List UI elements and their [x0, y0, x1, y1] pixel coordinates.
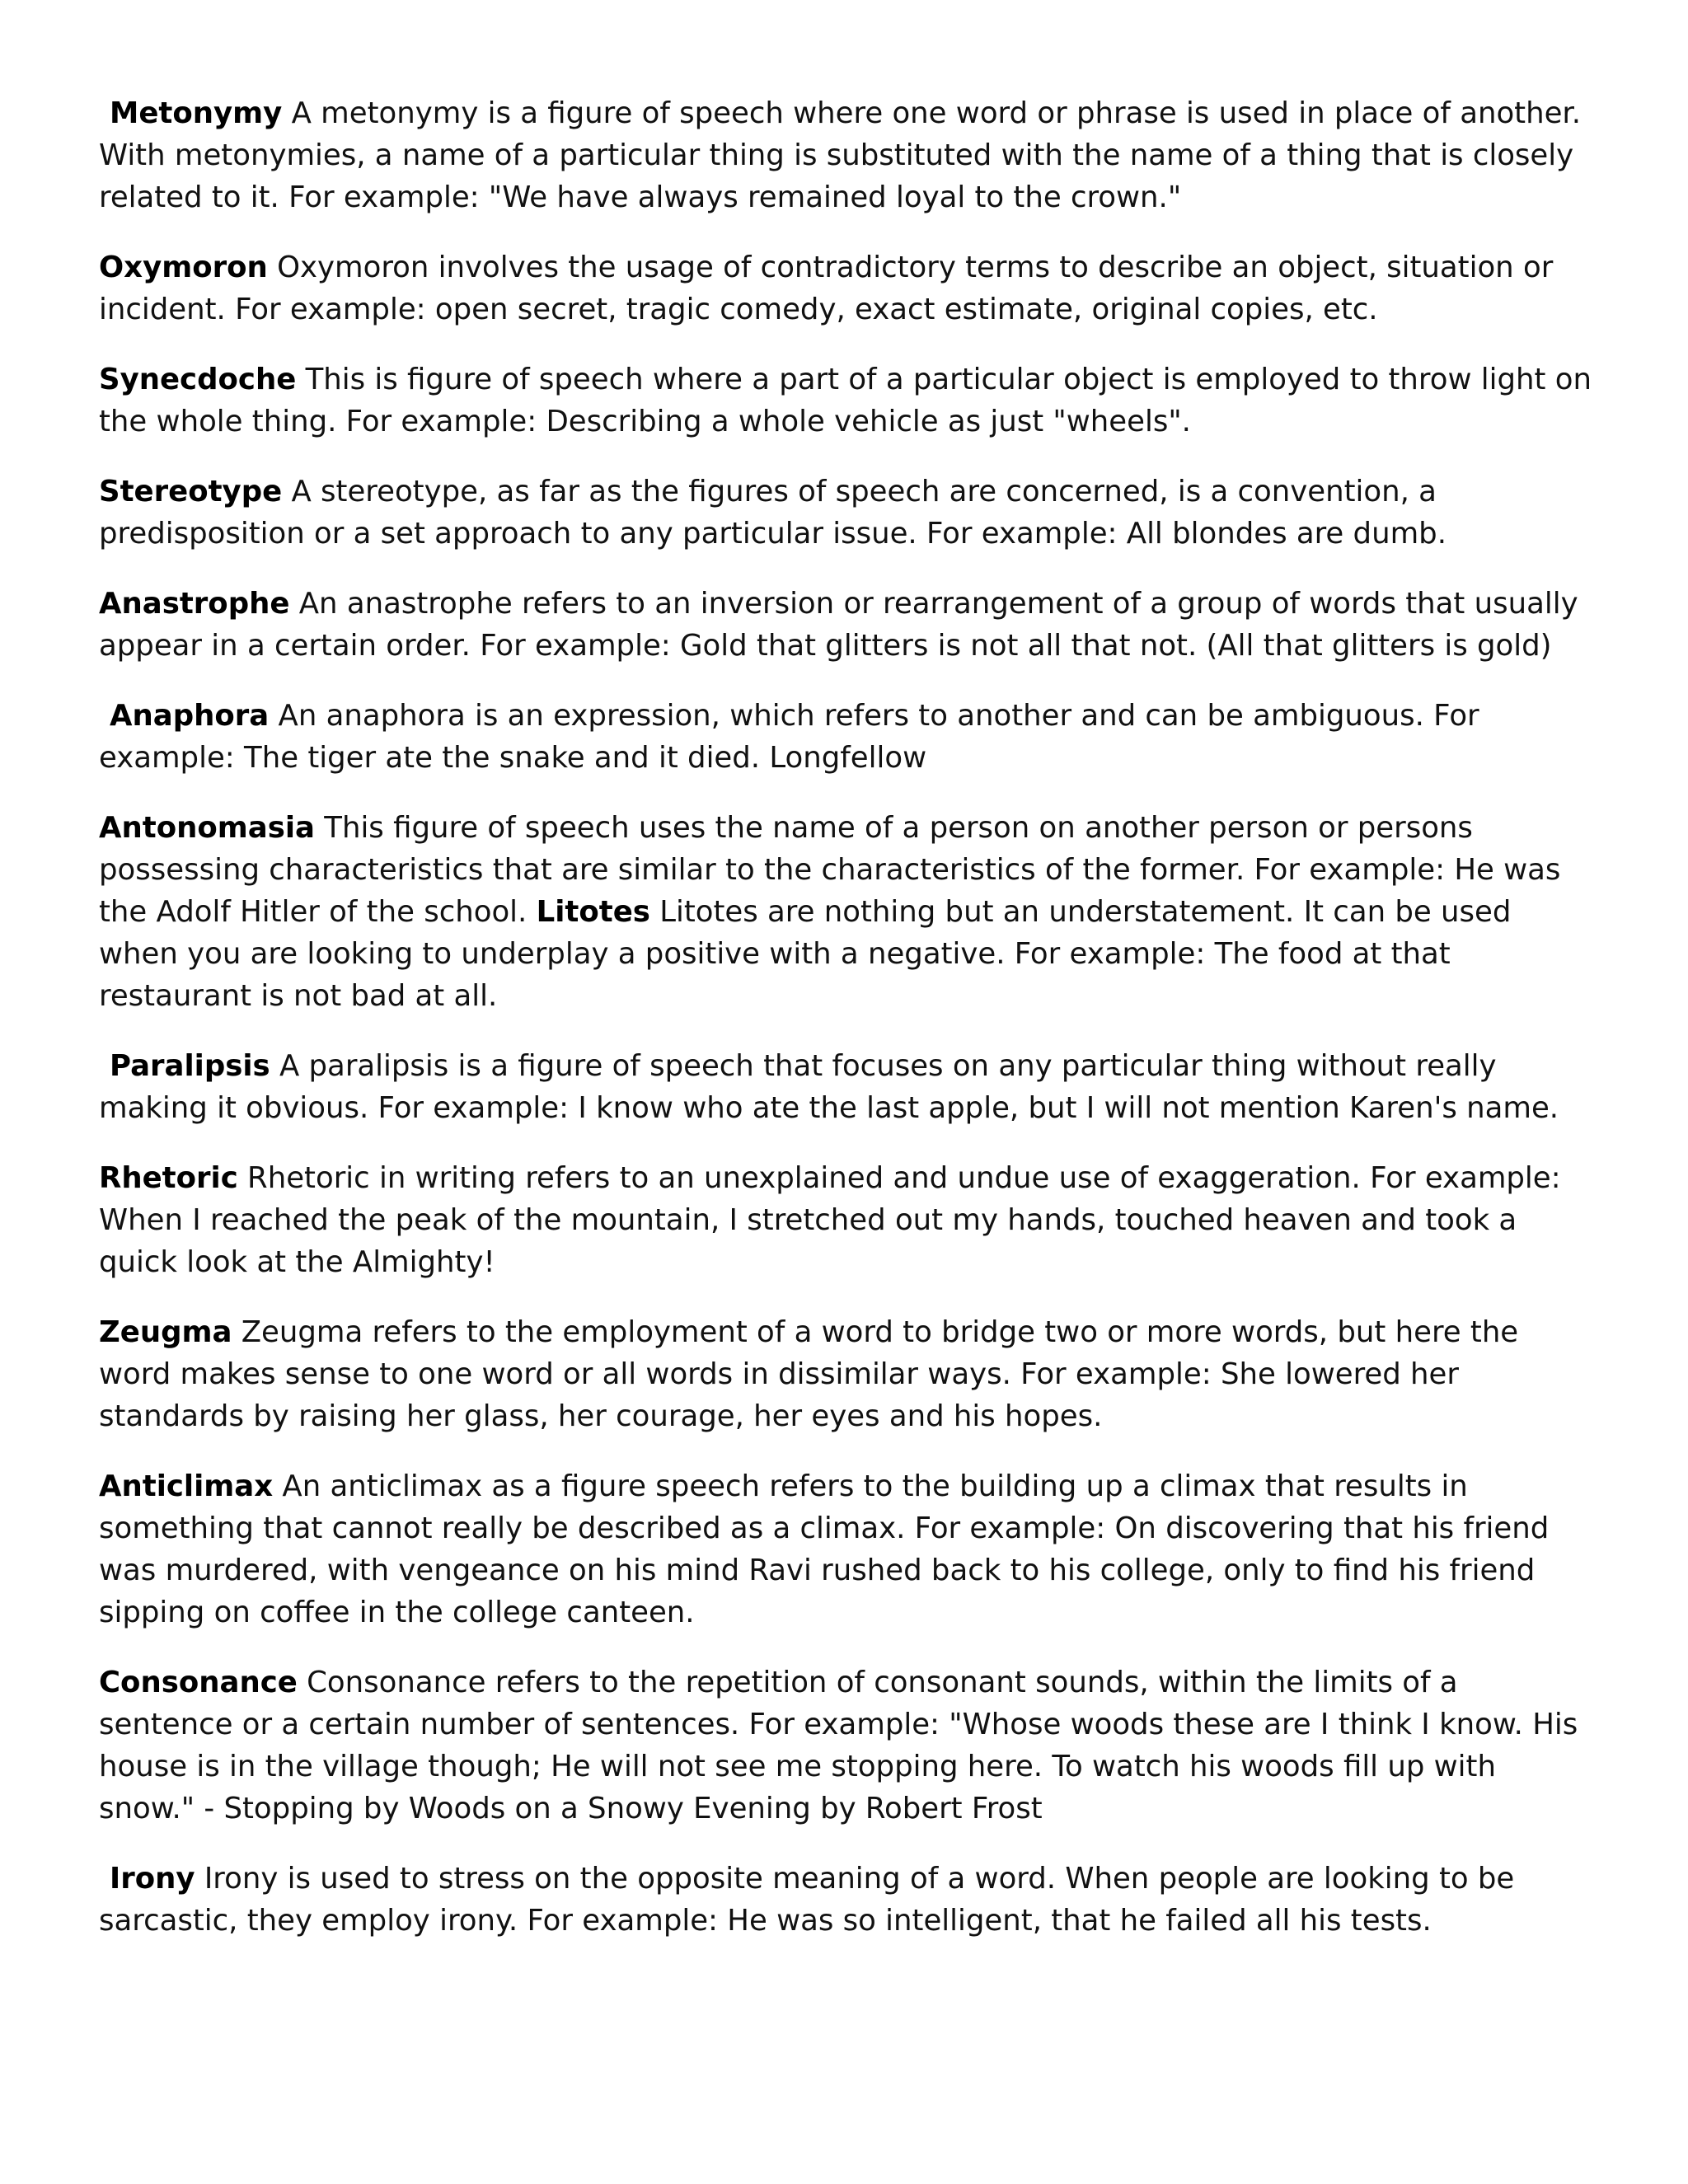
definition-rhetoric: Rhetoric in writing refers to an unexplained and undue use of exaggeration. For example: When I reached the peak of the mountain, I stretched out my hands, touched heaven and took a quick look at the Almighty!: [99, 1161, 1561, 1279]
definition-consonance: Consonance refers to the repetition of consonant sounds, within the limits of a sentence or a certain number of sentences. For example: "Whose woods these are I think I know. His house is in the village though; He will not see me stopping here. To watch his woods fill up with snow." - Stopping by Woods on a Snowy Evening by Robert Frost: [99, 1666, 1578, 1825]
term-antonomasia: Antonomasia: [99, 811, 315, 845]
definition-litotes: Litotes are nothing but an understatement. It can be used when you are looking to underplay a positive with a negative. For example: The food at that restaurant is not bad at all.: [99, 895, 1512, 1013]
term-paralipsis: Paralipsis: [110, 1049, 270, 1083]
term-stereotype: Stereotype: [99, 475, 283, 509]
definition-synecdoche: This is figure of speech where a part of a particular object is employed to throw light on the whole thing. For example: Describing a whole vehicle as just "wheels".: [99, 363, 1592, 438]
definition-anastrophe: An anastrophe refers to an inversion or rearrangement of a group of words that usually appear in a certain order. For example: Gold that glitters is not all that not. (All that glitters is gold): [99, 587, 1578, 663]
definition-oxymoron: Oxymoron involves the usage of contradictory terms to describe an object, situation or incident. For example: open secret, tragic comedy, exact estimate, original copies, etc.: [99, 251, 1554, 326]
entry-zeugma: [99, 1311, 1597, 1437]
term-irony: Irony: [110, 1862, 195, 1896]
entry-consonance: [99, 1661, 1597, 1830]
entry-synecdoche: [99, 359, 1597, 443]
entry-anticlimax: [99, 1465, 1597, 1633]
term-consonance: Consonance: [99, 1666, 298, 1699]
definition-zeugma: Zeugma refers to the employment of a word to bridge two or more words, but here the word makes sense to one word or all words in dissimilar ways. For example: She lowered her standards by raising her glass, her courage, her eyes and his hopes.: [99, 1315, 1519, 1433]
term-litotes: Litotes: [536, 895, 650, 929]
entry-anastrophe: [99, 583, 1597, 667]
term-rhetoric: Rhetoric: [99, 1161, 238, 1195]
entry-oxymoron: [99, 246, 1597, 330]
entry-stereotype: [99, 471, 1597, 555]
definition-stereotype: A stereotype, as far as the figures of speech are concerned, is a convention, a predisposition or a set approach to any particular issue. For example: All blondes are dumb.: [99, 475, 1447, 551]
entry-paralipsis: [99, 1045, 1597, 1129]
entry-anaphora: [99, 695, 1597, 779]
entry-antonomasia: [99, 807, 1597, 1017]
term-metonymy: Metonymy: [110, 96, 283, 130]
entry-rhetoric: [99, 1157, 1597, 1283]
definition-irony: Irony is used to stress on the opposite meaning of a word. When people are looking to be sarcastic, they employ irony. For example: He was so intelligent, that he failed all his tests.: [99, 1862, 1515, 1938]
entry-irony: [99, 1858, 1597, 1942]
term-oxymoron: Oxymoron: [99, 251, 268, 284]
term-anastrophe: Anastrophe: [99, 587, 290, 621]
term-synecdoche: Synecdoche: [99, 363, 297, 396]
term-anticlimax: Anticlimax: [99, 1469, 274, 1503]
definition-anticlimax: An anticlimax as a figure speech refers to the building up a climax that results in something that cannot really be described as a climax. For example: On discovering that his friend was murdered, with vengeance on his mind Ravi rushed back to his college, only to find his friend sipping on coffee in the college canteen.: [99, 1469, 1550, 1629]
term-anaphora: Anaphora: [110, 699, 270, 733]
definition-paralipsis: A paralipsis is a figure of speech that focuses on any particular thing without really making it obvious. For example: I know who ate the last apple, but I will not mention Karen's name.: [99, 1049, 1559, 1125]
definition-metonymy: A metonymy is a figure of speech where one word or phrase is used in place of another. With metonymies, a name of a particular thing is substituted with the name of a thing that is closely related to it. For example: "We have always remained loyal to the crown.": [99, 96, 1582, 214]
definition-antonomasia: This figure of speech uses the name of a person on another person or persons possessing characteristics that are similar to the characteristics of the former. For example: He was the Adolf Hitler of the school.: [99, 811, 1561, 929]
entry-metonymy: [99, 92, 1597, 218]
term-zeugma: Zeugma: [99, 1315, 232, 1349]
definition-anaphora: An anaphora is an expression, which refers to another and can be ambiguous. For example: The tiger ate the snake and it died. Longfellow: [99, 699, 1479, 775]
